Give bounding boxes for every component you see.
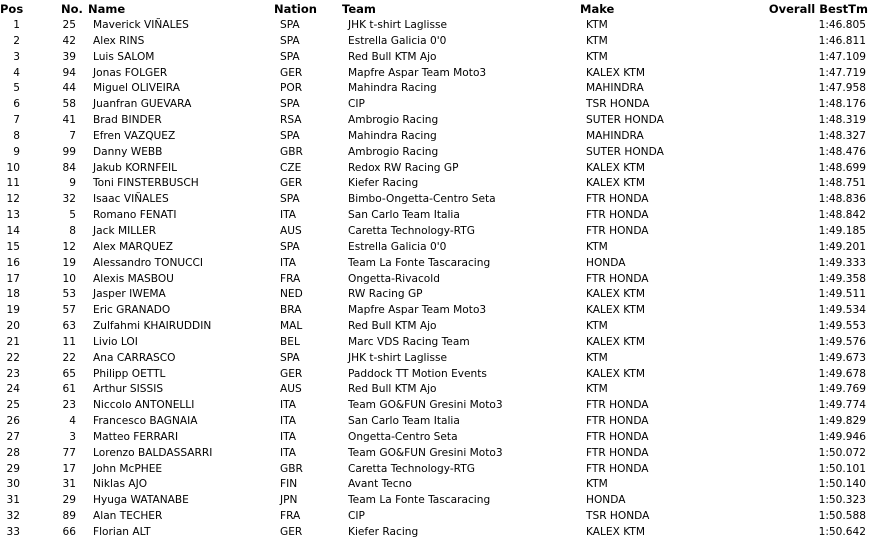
cell-number: 4 (69, 415, 76, 428)
cell-number: 31 (62, 478, 76, 491)
cell-pos: 13 (6, 209, 20, 222)
cell-pos: 12 (6, 193, 20, 206)
header-name: Name (88, 2, 126, 16)
cell-number: 41 (62, 114, 76, 127)
cell-nation: SPA (280, 19, 300, 31)
cell-best: 1:50.101 (818, 462, 866, 475)
cell-nation: GER (280, 526, 303, 538)
cell-make: KALEX KTM (586, 367, 645, 380)
cell-make: KTM (586, 383, 608, 396)
cell-best: 1:49.576 (818, 335, 866, 348)
cell-best: 1:47.958 (818, 82, 866, 95)
cell-make: KTM (586, 478, 608, 491)
cell-make: FTR HONDA (586, 209, 649, 222)
table-row (0, 382, 874, 398)
cell-pos: 2 (13, 34, 20, 47)
cell-nation: GER (280, 66, 303, 79)
cell-name: Maverick VIÑALES (93, 19, 189, 31)
cell-pos: 23 (6, 367, 20, 380)
table-row (0, 335, 874, 351)
cell-nation: ITA (280, 399, 297, 412)
cell-team: Paddock TT Motion Events (348, 367, 487, 380)
cell-make: FTR HONDA (586, 193, 649, 206)
cell-name: Alex RINS (93, 34, 145, 47)
cell-nation: ITA (280, 446, 297, 459)
cell-team: Estrella Galicia 0'0 (348, 240, 447, 253)
cell-name: Jack MILLER (93, 224, 157, 237)
cell-best: 1:49.333 (818, 256, 866, 269)
cell-name: Francesco BAGNAIA (93, 415, 198, 428)
table-row (0, 398, 874, 414)
cell-name: Matteo FERRARI (93, 430, 179, 443)
cell-make: KTM (586, 320, 608, 333)
cell-name: Brad BINDER (93, 114, 162, 127)
cell-make: TSR HONDA (586, 98, 650, 111)
table-row (0, 66, 874, 82)
cell-make: FTR HONDA (586, 430, 649, 443)
cell-number: 44 (62, 82, 76, 95)
cell-number: 23 (62, 399, 76, 412)
table-row (0, 272, 874, 288)
cell-make: SUTER HONDA (586, 145, 664, 158)
table-row (0, 303, 874, 319)
cell-pos: 11 (6, 177, 20, 190)
cell-name: Alex MARQUEZ (93, 240, 173, 253)
cell-best: 1:49.946 (818, 430, 866, 443)
cell-name: Danny WEBB (93, 145, 163, 158)
cell-team: Ambrogio Racing (348, 114, 439, 127)
cell-make: FTR HONDA (586, 224, 649, 237)
cell-team: Mahindra Racing (348, 82, 437, 95)
header-best: Overall BestTm (768, 2, 868, 16)
table-row (0, 240, 874, 256)
cell-best: 1:47.719 (818, 66, 866, 79)
cell-nation: FRA (280, 510, 301, 523)
cell-name: Romano FENATI (93, 209, 177, 222)
cell-number: 65 (62, 367, 76, 380)
table-row (0, 34, 874, 50)
table-row (0, 414, 874, 430)
cell-best: 1:48.176 (818, 98, 866, 111)
cell-make: KTM (586, 351, 608, 364)
table-row (0, 50, 874, 66)
cell-number: 17 (62, 462, 76, 475)
cell-name: Alan TECHER (93, 510, 163, 523)
header-no: No. (61, 2, 83, 16)
cell-name: Miguel OLIVEIRA (93, 82, 180, 95)
cell-name: Niklas AJO (93, 478, 148, 491)
cell-number: 11 (62, 335, 76, 348)
table-row (0, 129, 874, 145)
cell-pos: 14 (6, 224, 20, 237)
cell-team: JHK t-shirt Laglisse (348, 351, 447, 364)
cell-nation: BRA (280, 304, 302, 317)
cell-make: FTR HONDA (586, 415, 649, 428)
table-row (0, 18, 874, 34)
cell-nation: SPA (280, 98, 300, 111)
cell-number: 19 (62, 256, 76, 269)
cell-team: Mapfre Aspar Team Moto3 (348, 304, 487, 317)
cell-nation: RSA (280, 114, 302, 127)
table-row (0, 351, 874, 367)
cell-pos: 27 (6, 430, 20, 443)
cell-name: Arthur SISSIS (93, 383, 164, 396)
cell-number: 42 (62, 34, 76, 47)
cell-team: RW Racing GP (348, 288, 423, 301)
cell-nation: SPA (280, 351, 300, 364)
cell-nation: CZE (280, 161, 302, 174)
cell-best: 1:48.836 (818, 193, 866, 206)
cell-team: JHK t-shirt Laglisse (348, 19, 447, 31)
cell-team: Ambrogio Racing (348, 145, 439, 158)
table-row (0, 525, 874, 541)
header-nation: Nation (274, 2, 317, 16)
cell-pos: 33 (6, 526, 20, 538)
cell-best: 1:50.072 (818, 446, 866, 459)
cell-best: 1:48.751 (818, 177, 866, 190)
cell-nation: SPA (280, 129, 300, 142)
table-row (0, 256, 874, 272)
cell-name: Ana CARRASCO (93, 351, 176, 364)
cell-make: FTR HONDA (586, 399, 649, 412)
cell-nation: MAL (280, 320, 303, 333)
cell-pos: 26 (6, 415, 20, 428)
table-row (0, 113, 874, 129)
cell-make: MAHINDRA (586, 129, 644, 142)
cell-name: Toni FINSTERBUSCH (93, 177, 199, 190)
cell-nation: AUS (280, 224, 302, 237)
cell-best: 1:49.829 (818, 415, 866, 428)
cell-nation: BEL (280, 335, 300, 348)
cell-pos: 3 (13, 50, 20, 63)
cell-make: HONDA (586, 256, 626, 269)
table-row (0, 81, 874, 97)
cell-name: Alessandro TONUCCI (93, 256, 204, 269)
cell-name: Isaac VIÑALES (93, 193, 169, 206)
cell-team: Caretta Technology-RTG (348, 224, 475, 237)
cell-number: 9 (69, 177, 76, 190)
cell-nation: SPA (280, 50, 300, 63)
cell-number: 32 (62, 193, 76, 206)
cell-team: Kiefer Racing (348, 177, 419, 190)
header-team: Team (342, 2, 376, 16)
table-row (0, 477, 874, 493)
table-row (0, 145, 874, 161)
cell-name: Juanfran GUEVARA (93, 98, 192, 111)
cell-number: 10 (62, 272, 76, 285)
cell-name: Efren VAZQUEZ (93, 129, 176, 142)
cell-best: 1:48.476 (818, 145, 866, 158)
cell-number: 63 (62, 320, 76, 333)
cell-team: Team GO&FUN Gresini Moto3 (348, 446, 503, 459)
cell-number: 39 (62, 50, 76, 63)
cell-pos: 17 (6, 272, 20, 285)
table-row (0, 493, 874, 509)
cell-best: 1:49.201 (818, 240, 866, 253)
cell-best: 1:50.323 (818, 494, 866, 507)
cell-best: 1:50.642 (818, 526, 866, 538)
cell-best: 1:48.699 (818, 161, 866, 174)
cell-make: KTM (586, 34, 608, 47)
header-pos: Pos (0, 2, 24, 16)
table-row (0, 97, 874, 113)
cell-number: 25 (62, 19, 76, 31)
cell-team: Bimbo-Ongetta-Centro Seta (348, 193, 496, 206)
cell-name: Niccolo ANTONELLI (93, 399, 195, 412)
cell-team: Red Bull KTM Ajo (348, 50, 437, 63)
cell-pos: 25 (6, 399, 20, 412)
table-row (0, 319, 874, 335)
cell-name: Luis SALOM (93, 50, 155, 63)
cell-best: 1:46.811 (818, 34, 866, 47)
table-row (0, 192, 874, 208)
cell-team: Mahindra Racing (348, 129, 437, 142)
cell-team: Team GO&FUN Gresini Moto3 (348, 399, 503, 412)
table-row (0, 430, 874, 446)
cell-name: Jasper IWEMA (93, 288, 166, 301)
cell-team: Kiefer Racing (348, 526, 419, 538)
table-row (0, 161, 874, 177)
cell-team: Estrella Galicia 0'0 (348, 34, 447, 47)
cell-pos: 24 (6, 383, 20, 396)
cell-pos: 22 (6, 351, 20, 364)
cell-team: Red Bull KTM Ajo (348, 383, 437, 396)
cell-best: 1:49.678 (818, 367, 866, 380)
cell-name: Livio LOI (93, 335, 138, 348)
cell-best: 1:49.534 (818, 304, 866, 317)
cell-make: MAHINDRA (586, 82, 644, 95)
cell-name: Hyuga WATANABE (93, 494, 189, 507)
cell-make: SUTER HONDA (586, 114, 664, 127)
cell-pos: 6 (13, 98, 20, 111)
table-body (0, 18, 874, 541)
cell-nation: GBR (280, 145, 303, 158)
cell-make: KALEX KTM (586, 335, 645, 348)
cell-make: KALEX KTM (586, 288, 645, 301)
cell-pos: 7 (13, 114, 20, 127)
table-row (0, 208, 874, 224)
cell-nation: NED (280, 288, 303, 301)
cell-make: KALEX KTM (586, 66, 645, 79)
cell-nation: SPA (280, 240, 300, 253)
cell-number: 94 (62, 66, 76, 79)
cell-best: 1:49.769 (818, 383, 866, 396)
table-header (0, 0, 874, 18)
cell-team: Redox RW Racing GP (348, 161, 459, 174)
table-row (0, 224, 874, 240)
cell-number: 58 (62, 98, 76, 111)
cell-nation: FRA (280, 272, 301, 285)
cell-number: 84 (62, 161, 76, 174)
cell-number: 99 (62, 145, 76, 158)
cell-best: 1:49.553 (818, 320, 866, 333)
cell-number: 29 (62, 494, 76, 507)
cell-make: FTR HONDA (586, 446, 649, 459)
cell-best: 1:49.185 (818, 224, 866, 237)
cell-name: Jonas FOLGER (93, 66, 168, 79)
cell-pos: 9 (13, 145, 20, 158)
cell-nation: SPA (280, 34, 300, 47)
cell-pos: 4 (13, 66, 20, 79)
cell-make: KTM (586, 50, 608, 63)
cell-name: Jakub KORNFEIL (93, 161, 178, 174)
cell-best: 1:49.358 (818, 272, 866, 285)
cell-pos: 21 (6, 335, 20, 348)
cell-nation: GBR (280, 462, 303, 475)
cell-number: 3 (69, 430, 76, 443)
cell-name: John McPHEE (93, 462, 163, 475)
cell-team: Caretta Technology-RTG (348, 462, 475, 475)
cell-nation: AUS (280, 383, 302, 396)
cell-pos: 18 (6, 288, 20, 301)
cell-nation: ITA (280, 256, 297, 269)
cell-best: 1:47.109 (818, 50, 866, 63)
cell-number: 12 (62, 240, 76, 253)
cell-make: KALEX KTM (586, 304, 645, 317)
cell-team: Team La Fonte Tascaracing (348, 256, 491, 269)
cell-team: Ongetta-Centro Seta (348, 430, 458, 443)
cell-nation: ITA (280, 415, 297, 428)
cell-nation: SPA (280, 193, 300, 206)
cell-make: FTR HONDA (586, 462, 649, 475)
header-make: Make (580, 2, 615, 16)
cell-name: Lorenzo BALDASSARRI (93, 446, 213, 459)
cell-pos: 29 (6, 462, 20, 475)
cell-number: 57 (62, 304, 76, 317)
cell-name: Alexis MASBOU (93, 272, 174, 285)
cell-team: Mapfre Aspar Team Moto3 (348, 66, 487, 79)
table-row (0, 367, 874, 383)
cell-nation: FIN (280, 478, 298, 491)
cell-pos: 31 (6, 494, 20, 507)
cell-best: 1:48.319 (818, 114, 866, 127)
cell-nation: ITA (280, 209, 297, 222)
cell-team: Marc VDS Racing Team (348, 335, 470, 348)
cell-number: 7 (69, 129, 76, 142)
cell-make: HONDA (586, 494, 626, 507)
cell-best: 1:49.673 (818, 351, 866, 364)
cell-make: FTR HONDA (586, 272, 649, 285)
cell-best: 1:48.842 (818, 209, 866, 222)
cell-number: 61 (62, 383, 76, 396)
cell-pos: 28 (6, 446, 20, 459)
cell-best: 1:50.140 (818, 478, 866, 491)
cell-nation: ITA (280, 430, 297, 443)
cell-best: 1:46.805 (818, 19, 866, 31)
cell-number: 5 (69, 209, 76, 222)
cell-make: KTM (586, 240, 608, 253)
cell-team: San Carlo Team Italia (348, 209, 460, 222)
table-row (0, 446, 874, 462)
cell-pos: 32 (6, 510, 20, 523)
cell-number: 53 (62, 288, 76, 301)
table-row (0, 462, 874, 478)
cell-pos: 10 (6, 161, 20, 174)
cell-best: 1:49.511 (818, 288, 866, 301)
cell-name: Philipp OETTL (93, 367, 166, 380)
cell-pos: 20 (6, 320, 20, 333)
cell-nation: POR (280, 82, 303, 95)
cell-number: 66 (62, 526, 76, 538)
cell-team: San Carlo Team Italia (348, 415, 460, 428)
cell-pos: 1 (13, 19, 20, 31)
cell-team: Team La Fonte Tascaracing (348, 494, 491, 507)
cell-team: CIP (348, 98, 365, 111)
table-row (0, 176, 874, 192)
cell-nation: GER (280, 177, 303, 190)
cell-number: 22 (62, 351, 76, 364)
cell-make: KALEX KTM (586, 177, 645, 190)
cell-pos: 5 (13, 82, 20, 95)
cell-best: 1:50.588 (818, 510, 866, 523)
cell-team: Avant Tecno (348, 478, 412, 491)
cell-number: 89 (62, 510, 76, 523)
cell-pos: 15 (6, 240, 20, 253)
table-row (0, 287, 874, 303)
cell-pos: 16 (6, 256, 20, 269)
cell-pos: 19 (6, 304, 20, 317)
cell-pos: 8 (13, 129, 20, 142)
cell-make: KALEX KTM (586, 526, 645, 538)
cell-number: 8 (69, 224, 76, 237)
cell-nation: JPN (280, 494, 298, 507)
cell-best: 1:49.774 (818, 399, 866, 412)
cell-make: KALEX KTM (586, 161, 645, 174)
cell-nation: GER (280, 367, 303, 380)
cell-name: Zulfahmi KHAIRUDDIN (93, 320, 212, 333)
cell-team: CIP (348, 510, 365, 523)
cell-team: Red Bull KTM Ajo (348, 320, 437, 333)
cell-pos: 30 (6, 478, 20, 491)
table-row (0, 509, 874, 525)
cell-name: Eric GRANADO (93, 304, 171, 317)
cell-make: KTM (586, 19, 608, 31)
cell-make: TSR HONDA (586, 510, 650, 523)
cell-best: 1:48.327 (818, 129, 866, 142)
cell-number: 77 (62, 446, 76, 459)
cell-name: Florian ALT (93, 526, 151, 538)
cell-team: Ongetta-Rivacold (348, 272, 440, 285)
